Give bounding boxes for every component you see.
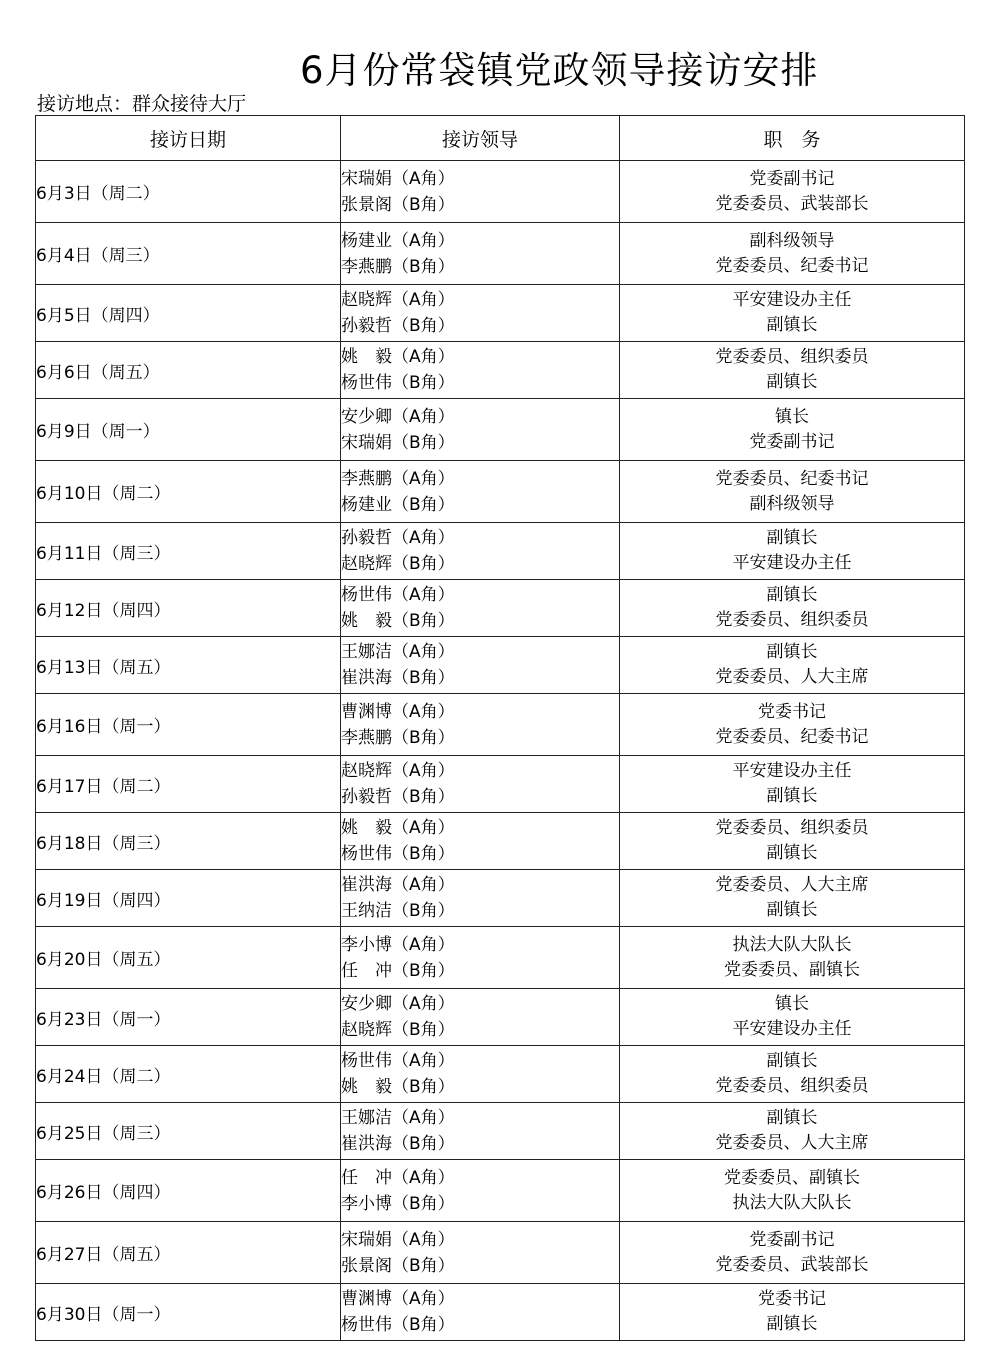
position-text: 副镇长 (766, 585, 818, 605)
leader-cell (341, 1160, 620, 1222)
table-row (36, 1046, 965, 1103)
leader-cell (341, 927, 620, 989)
position-cell (620, 399, 965, 461)
position-cell (620, 580, 965, 637)
date-cell: 6月11日（周三） (36, 523, 341, 580)
position-cell (620, 1284, 965, 1341)
leader-b-role: 姚 毅（B角） (341, 611, 455, 631)
position-cell (620, 870, 965, 927)
position-text: 平安建设办主任 (732, 290, 852, 310)
leader-b-role: 王纳洁（B角） (341, 901, 455, 921)
leader-b-role: 孙毅哲（B角） (341, 316, 455, 336)
leader-a-role: 杨建业（A角） (341, 230, 455, 251)
leader-b-role: 宋瑞娟（B角） (341, 432, 455, 453)
position-text: 党委委员、人大主席 (715, 667, 869, 687)
date-cell: 6月4日（周三） (36, 223, 341, 285)
leader-cell (341, 161, 620, 223)
page-title: 6月份常袋镇党政领导接访安排 (300, 49, 819, 92)
leader-b-role: 赵晓辉（B角） (341, 1020, 455, 1040)
position-text: 平安建设办主任 (732, 1019, 852, 1039)
position-cell (620, 285, 965, 342)
table-row (36, 342, 965, 399)
date-cell: 6月16日（周一） (36, 694, 341, 756)
position-text: 副镇长 (766, 372, 818, 392)
leader-b-role: 孙毅哲（B角） (341, 787, 455, 807)
position-text: 副镇长 (766, 786, 818, 806)
date-cell: 6月27日（周五） (36, 1222, 341, 1284)
leader-a-role: 安少卿（A角） (341, 994, 455, 1014)
date-cell: 6月5日（周四） (36, 285, 341, 342)
position-text: 党委委员、武装部长 (715, 1254, 869, 1275)
leader-b-role: 杨世伟（B角） (341, 844, 455, 864)
position-text: 副镇长 (766, 315, 818, 335)
position-text: 副镇长 (766, 843, 818, 863)
schedule-table (35, 115, 965, 1341)
header-leader: 接访领导 (341, 116, 620, 161)
table-row (36, 927, 965, 989)
position-text: 副镇长 (766, 1051, 818, 1071)
leader-cell (341, 523, 620, 580)
position-cell (620, 342, 965, 399)
position-cell (620, 461, 965, 523)
table-row (36, 637, 965, 694)
position-cell (620, 1160, 965, 1222)
leader-a-role: 宋瑞娟（A角） (341, 168, 455, 189)
position-cell (620, 1222, 965, 1284)
position-cell (620, 161, 965, 223)
table-row (36, 1222, 965, 1284)
leader-a-role: 赵晓辉（A角） (341, 290, 455, 310)
position-text: 平安建设办主任 (732, 761, 852, 781)
leader-cell (341, 1046, 620, 1103)
position-text: 副科级领导 (749, 493, 835, 514)
position-text: 党委书记 (758, 701, 826, 722)
table-row (36, 870, 965, 927)
date-cell: 6月26日（周四） (36, 1160, 341, 1222)
position-cell (620, 927, 965, 989)
position-text: 党委委员、纪委书记 (715, 726, 869, 747)
date-cell: 6月12日（周四） (36, 580, 341, 637)
position-text: 党委委员、纪委书记 (715, 255, 869, 276)
position-text: 副镇长 (766, 528, 818, 548)
leader-a-role: 宋瑞娟（A角） (341, 1229, 455, 1250)
leader-a-role: 李燕鹏（A角） (341, 468, 455, 489)
position-text: 党委委员、组织委员 (715, 1076, 869, 1096)
leader-b-role: 李燕鹏（B角） (341, 256, 455, 277)
header-date: 接访日期 (36, 116, 341, 161)
leader-b-role: 张景阁（B角） (341, 194, 455, 215)
position-text: 党委副书记 (749, 1229, 835, 1250)
leader-b-role: 任 冲（B角） (341, 960, 455, 981)
position-cell (620, 523, 965, 580)
leader-b-role: 李小博（B角） (341, 1193, 455, 1214)
position-cell (620, 756, 965, 813)
position-text: 党委委员、组织委员 (715, 610, 869, 630)
table-row (36, 694, 965, 756)
schedule-body (36, 161, 965, 1341)
position-text: 平安建设办主任 (732, 553, 852, 573)
date-cell: 6月10日（周二） (36, 461, 341, 523)
date-cell: 6月19日（周四） (36, 870, 341, 927)
table-row (36, 461, 965, 523)
leader-cell (341, 694, 620, 756)
position-cell (620, 1103, 965, 1160)
leader-a-role: 姚 毅（A角） (341, 347, 455, 367)
leader-a-role: 王娜洁（A角） (341, 1108, 455, 1128)
position-text: 党委委员、副镇长 (724, 1167, 860, 1188)
location-label: 接访地点：群众接待大厅 (37, 93, 247, 115)
table-row (36, 399, 965, 461)
table-row (36, 1160, 965, 1222)
leader-b-role: 崔洪海（B角） (341, 1134, 455, 1154)
leader-cell (341, 1284, 620, 1341)
leader-cell (341, 461, 620, 523)
leader-b-role: 姚 毅（B角） (341, 1077, 455, 1097)
leader-a-role: 安少卿（A角） (341, 406, 455, 427)
leader-a-role: 杨世伟（A角） (341, 585, 455, 605)
table-row (36, 161, 965, 223)
header-title: 职 务 (620, 116, 965, 161)
leader-b-role: 杨世伟（B角） (341, 1315, 455, 1335)
leader-cell (341, 342, 620, 399)
position-text: 镇长 (775, 406, 809, 427)
leader-a-role: 王娜洁（A角） (341, 642, 455, 662)
table-row (36, 813, 965, 870)
position-cell (620, 223, 965, 285)
date-cell: 6月20日（周五） (36, 927, 341, 989)
leader-cell (341, 223, 620, 285)
table-row (36, 1284, 965, 1341)
position-cell (620, 694, 965, 756)
position-text: 党委委员、副镇长 (724, 959, 860, 980)
date-cell: 6月30日（周一） (36, 1284, 341, 1341)
position-text: 党委书记 (758, 1289, 826, 1309)
position-text: 党委副书记 (749, 168, 835, 189)
table-row (36, 1103, 965, 1160)
leader-cell (341, 756, 620, 813)
position-text: 副镇长 (766, 1108, 818, 1128)
date-cell: 6月9日（周一） (36, 399, 341, 461)
date-cell: 6月24日（周二） (36, 1046, 341, 1103)
date-cell: 6月17日（周二） (36, 756, 341, 813)
position-text: 党委委员、组织委员 (715, 347, 869, 367)
position-text: 党委委员、组织委员 (715, 818, 869, 838)
date-cell: 6月25日（周三） (36, 1103, 341, 1160)
date-cell: 6月6日（周五） (36, 342, 341, 399)
leader-b-role: 杨世伟（B角） (341, 373, 455, 393)
leader-cell (341, 285, 620, 342)
position-text: 党委副书记 (749, 431, 835, 452)
leader-cell (341, 580, 620, 637)
leader-cell (341, 1103, 620, 1160)
date-cell: 6月23日（周一） (36, 989, 341, 1046)
table-row (36, 223, 965, 285)
leader-a-role: 曹渊博（A角） (341, 701, 455, 722)
position-text: 镇长 (775, 994, 809, 1014)
leader-b-role: 李燕鹏（B角） (341, 727, 455, 748)
leader-b-role: 张景阁（B角） (341, 1255, 455, 1276)
position-text: 副镇长 (766, 900, 818, 920)
leader-a-role: 李小博（A角） (341, 934, 455, 955)
position-text: 副镇长 (766, 1314, 818, 1334)
table-row (36, 580, 965, 637)
leader-a-role: 杨世伟（A角） (341, 1051, 455, 1071)
table-row (36, 989, 965, 1046)
leader-a-role: 姚 毅（A角） (341, 818, 455, 838)
position-text: 副镇长 (766, 642, 818, 662)
leader-cell (341, 989, 620, 1046)
leader-cell (341, 870, 620, 927)
leader-b-role: 赵晓辉（B角） (341, 554, 455, 574)
leader-a-role: 曹渊博（A角） (341, 1289, 455, 1309)
position-text: 副科级领导 (749, 230, 835, 251)
leader-cell (341, 1222, 620, 1284)
table-header-row (36, 116, 965, 161)
position-text: 执法大队大队长 (732, 1192, 852, 1213)
position-cell (620, 813, 965, 870)
leader-b-role: 杨建业（B角） (341, 494, 455, 515)
position-cell (620, 989, 965, 1046)
position-text: 党委委员、武装部长 (715, 193, 869, 214)
position-text: 党委委员、人大主席 (715, 1133, 869, 1153)
leader-a-role: 任 冲（A角） (341, 1167, 455, 1188)
date-cell: 6月3日（周二） (36, 161, 341, 223)
position-text: 执法大队大队长 (732, 934, 852, 955)
position-cell (620, 1046, 965, 1103)
table-row (36, 756, 965, 813)
leader-a-role: 赵晓辉（A角） (341, 761, 455, 781)
position-cell (620, 637, 965, 694)
leader-cell (341, 399, 620, 461)
leader-a-role: 崔洪海（A角） (341, 875, 455, 895)
leader-b-role: 崔洪海（B角） (341, 668, 455, 688)
position-text: 党委委员、人大主席 (715, 875, 869, 895)
date-cell: 6月18日（周三） (36, 813, 341, 870)
table-row (36, 285, 965, 342)
position-text: 党委委员、纪委书记 (715, 468, 869, 489)
table-row (36, 523, 965, 580)
leader-cell (341, 813, 620, 870)
leader-cell (341, 637, 620, 694)
date-cell: 6月13日（周五） (36, 637, 341, 694)
leader-a-role: 孙毅哲（A角） (341, 528, 455, 548)
